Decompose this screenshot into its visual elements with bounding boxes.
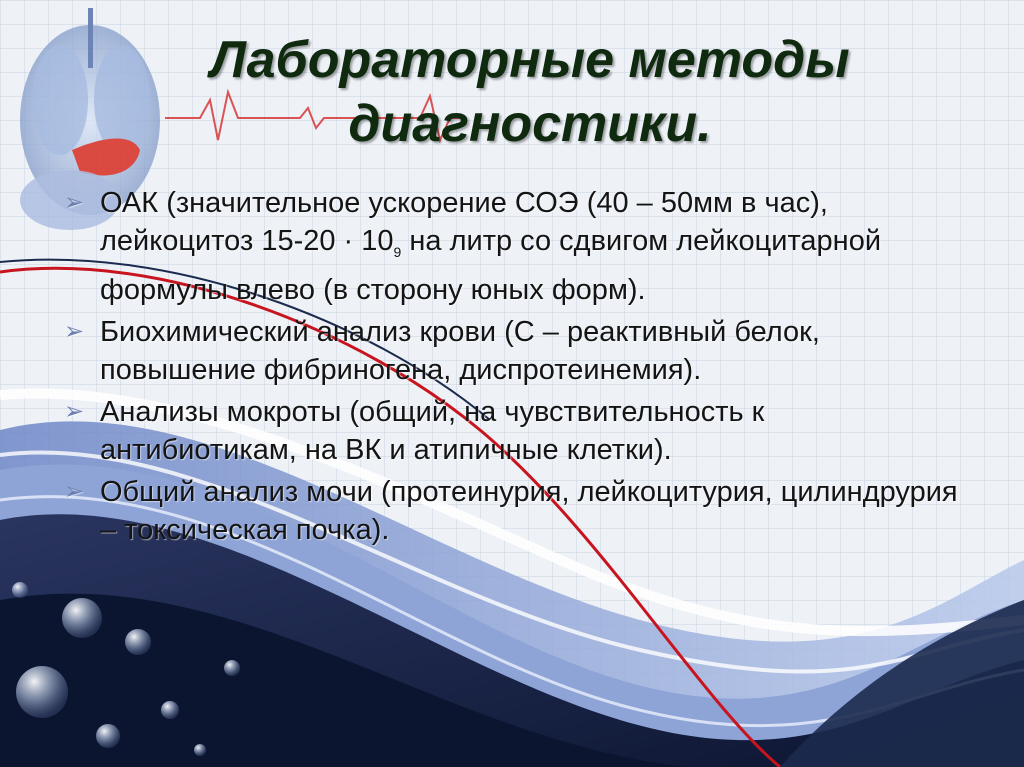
chevron-right-icon: ➢ [64, 397, 85, 425]
slide-title: Лабораторные методы диагностики. [210, 31, 850, 153]
chevron-right-icon: ➢ [64, 317, 85, 345]
chevron-right-icon: ➢ [64, 477, 85, 505]
item-text: Общий анализ мочи (протеинурия, лейкоцитурия, цилиндрурия – токсическая почка). [100, 475, 958, 546]
chevron-right-icon: ➢ [64, 189, 85, 216]
list-item [64, 473, 964, 549]
bullet-list [64, 184, 964, 553]
list-item [64, 184, 964, 309]
list-item [64, 393, 964, 469]
item-text: ОАК (значительное ускорение СОЭ (40 – 50мм в час), лейкоцитоз $15-20 \cdot 10_9$ на литр со сдвигом лейкоцитарной формулы влево (в сторону юных форм). [100, 187, 882, 306]
item-text: Анализы мокроты (общий, на чувствительность к антибиотикам, на ВК и атипичные клетки). [100, 395, 765, 466]
list-item [64, 313, 964, 389]
item-text: Биохимический анализ крови (С – реактивный белок, повышение фибриногена, диспротеинемия). [100, 315, 820, 386]
